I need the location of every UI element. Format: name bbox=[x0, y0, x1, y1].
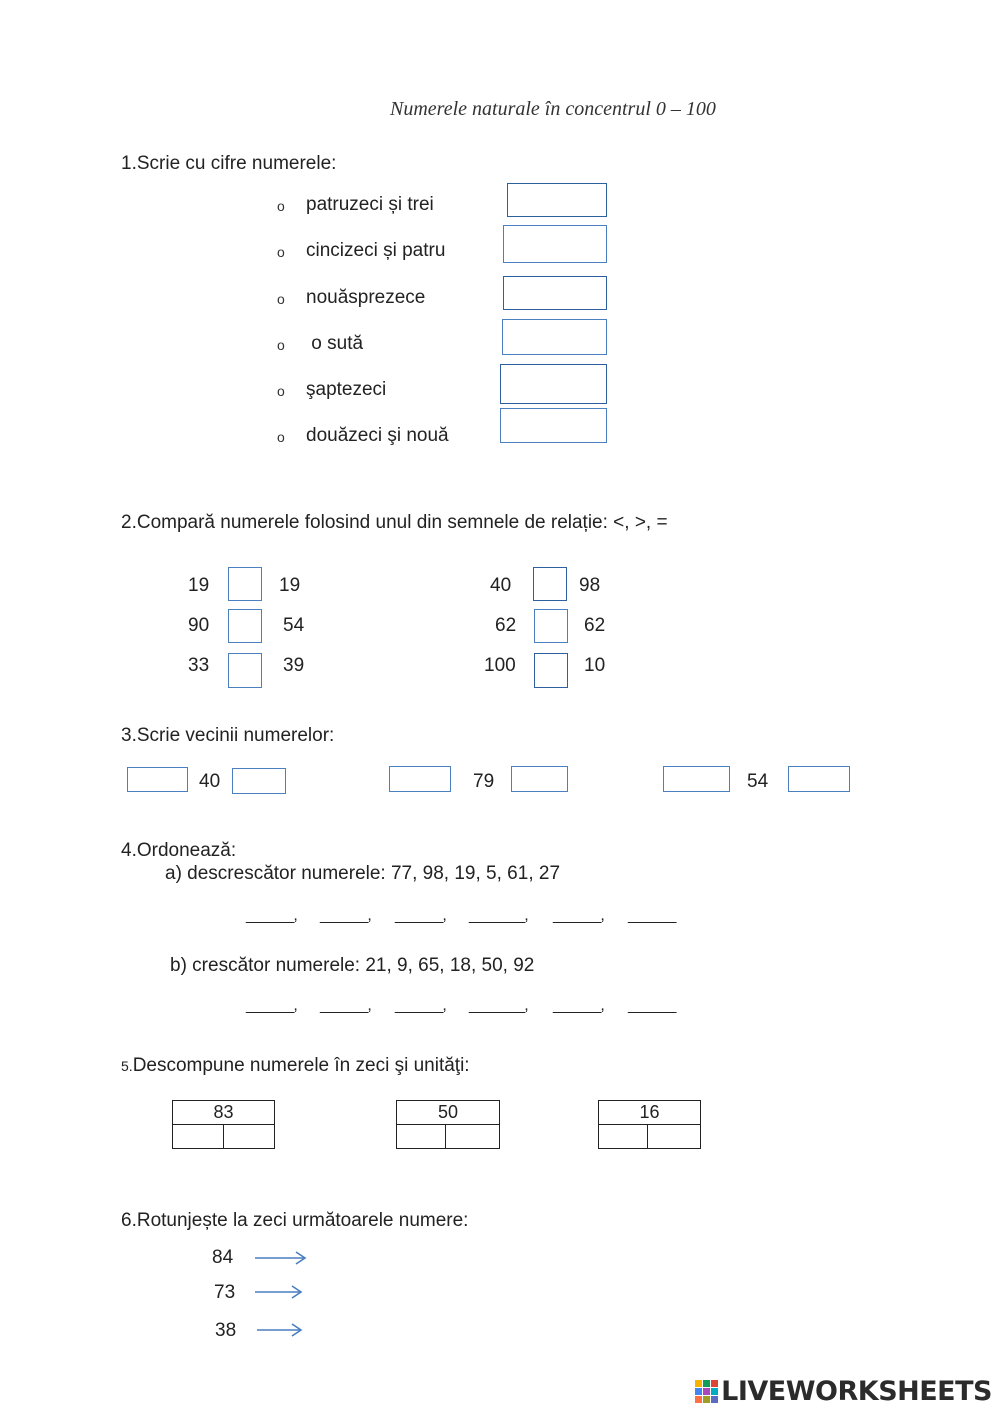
list-item-label: şaptezeci bbox=[306, 379, 387, 400]
tens-cell[interactable] bbox=[397, 1125, 446, 1149]
blank-field[interactable]: ______, bbox=[320, 907, 371, 924]
exercise-5-number: 5. bbox=[121, 1058, 133, 1074]
tens-cell[interactable] bbox=[173, 1125, 224, 1149]
answer-input[interactable] bbox=[502, 319, 607, 355]
arrow-right-icon bbox=[254, 1250, 308, 1266]
decompose-table bbox=[396, 1100, 500, 1149]
bullet-icon: o bbox=[277, 244, 285, 260]
blank-field[interactable]: ______ bbox=[628, 907, 676, 924]
decompose-number: 83 bbox=[173, 1101, 275, 1125]
compare-input[interactable] bbox=[533, 567, 567, 601]
compare-number: 19 bbox=[188, 575, 210, 596]
units-cell[interactable] bbox=[224, 1125, 275, 1149]
exercise-2-heading: 2.Compară numerele folosind unul din semnele de relație: <, >, = bbox=[121, 512, 668, 533]
exercise-5-text: Descompune numerele în zeci şi unităţi: bbox=[132, 1055, 470, 1076]
compare-number: 19 bbox=[279, 575, 301, 596]
units-cell[interactable] bbox=[647, 1125, 700, 1149]
compare-input[interactable] bbox=[228, 609, 262, 643]
compare-number: 54 bbox=[283, 615, 305, 636]
tens-cell[interactable] bbox=[599, 1125, 648, 1149]
blank-field[interactable]: _______, bbox=[469, 997, 528, 1014]
neighbor-input[interactable] bbox=[232, 768, 286, 794]
compare-number: 39 bbox=[283, 655, 305, 676]
list-item-label: o sută bbox=[306, 333, 364, 354]
neighbor-input[interactable] bbox=[663, 766, 730, 792]
list-item-label: nouăsprezece bbox=[306, 287, 426, 308]
blank-field[interactable]: ______, bbox=[553, 907, 604, 924]
answer-input[interactable] bbox=[503, 276, 607, 310]
compare-number: 90 bbox=[188, 615, 210, 636]
blank-field[interactable]: ______, bbox=[553, 997, 604, 1014]
list-item-label: douăzeci şi nouă bbox=[306, 425, 449, 446]
blank-field[interactable]: ______, bbox=[246, 907, 297, 924]
compare-number: 40 bbox=[490, 575, 512, 596]
neighbor-input[interactable] bbox=[511, 766, 568, 792]
bullet-icon: o bbox=[277, 337, 285, 353]
compare-number: 62 bbox=[584, 615, 606, 636]
neighbor-input[interactable] bbox=[127, 767, 188, 792]
neighbor-number: 40 bbox=[199, 771, 221, 792]
list-item-label: patruzeci și trei bbox=[306, 194, 434, 215]
neighbor-input[interactable] bbox=[389, 766, 451, 792]
compare-input[interactable] bbox=[228, 653, 262, 688]
blank-field[interactable]: _______, bbox=[469, 907, 528, 924]
rounding-number: 38 bbox=[215, 1320, 237, 1341]
compare-input[interactable] bbox=[534, 609, 568, 643]
neighbor-input[interactable] bbox=[788, 766, 850, 792]
bullet-icon: o bbox=[277, 383, 285, 399]
compare-number: 33 bbox=[188, 655, 210, 676]
decompose-table bbox=[172, 1100, 275, 1149]
arrow-right-icon bbox=[254, 1284, 304, 1300]
exercise-5-heading bbox=[121, 1055, 470, 1077]
exercise-4-heading: 4.Ordonează: bbox=[121, 840, 237, 861]
rounding-number: 84 bbox=[212, 1247, 234, 1268]
order-task-b: b) crescător numerele: 21, 9, 65, 18, 50, 92 bbox=[170, 955, 535, 976]
answer-input[interactable] bbox=[507, 183, 607, 217]
compare-number: 10 bbox=[584, 655, 606, 676]
rounding-number: 73 bbox=[214, 1282, 236, 1303]
units-cell[interactable] bbox=[446, 1125, 500, 1149]
compare-number: 62 bbox=[495, 615, 517, 636]
neighbor-number: 54 bbox=[747, 771, 769, 792]
answer-input[interactable] bbox=[500, 408, 607, 443]
compare-number: 98 bbox=[579, 575, 601, 596]
list-item-label: cincizeci și patru bbox=[306, 240, 446, 261]
bullet-icon: o bbox=[277, 198, 285, 214]
bullet-icon: o bbox=[277, 291, 285, 307]
compare-number: 100 bbox=[484, 655, 516, 676]
answer-input[interactable] bbox=[500, 364, 607, 404]
brand-name: LIVEWORKSHEETS bbox=[721, 1376, 992, 1407]
compare-input[interactable] bbox=[228, 567, 262, 601]
neighbor-number: 79 bbox=[473, 771, 495, 792]
liveworksheets-logo bbox=[695, 1376, 992, 1407]
decompose-number: 16 bbox=[599, 1101, 701, 1125]
logo-icon bbox=[695, 1380, 719, 1404]
arrow-right-icon bbox=[256, 1322, 304, 1338]
order-task-a: a) descrescător numerele: 77, 98, 19, 5, 61, 27 bbox=[165, 863, 561, 884]
exercise-1-heading: 1.Scrie cu cifre numerele: bbox=[121, 153, 337, 174]
decompose-table bbox=[598, 1100, 701, 1149]
blank-field[interactable]: ______, bbox=[320, 997, 371, 1014]
blank-field[interactable]: ______, bbox=[246, 997, 297, 1014]
bullet-icon: o bbox=[277, 429, 285, 445]
blank-field[interactable]: ______, bbox=[395, 997, 446, 1014]
blank-field[interactable]: ______ bbox=[628, 997, 676, 1014]
answer-input[interactable] bbox=[503, 225, 607, 263]
decompose-number: 50 bbox=[397, 1101, 500, 1125]
blank-field[interactable]: ______, bbox=[395, 907, 446, 924]
exercise-6-heading: 6.Rotunjește la zeci următoarele numere: bbox=[121, 1210, 469, 1231]
page-title: Numerele naturale în concentrul 0 – 100 bbox=[390, 98, 716, 120]
exercise-3-heading: 3.Scrie vecinii numerelor: bbox=[121, 725, 335, 746]
compare-input[interactable] bbox=[534, 653, 568, 688]
